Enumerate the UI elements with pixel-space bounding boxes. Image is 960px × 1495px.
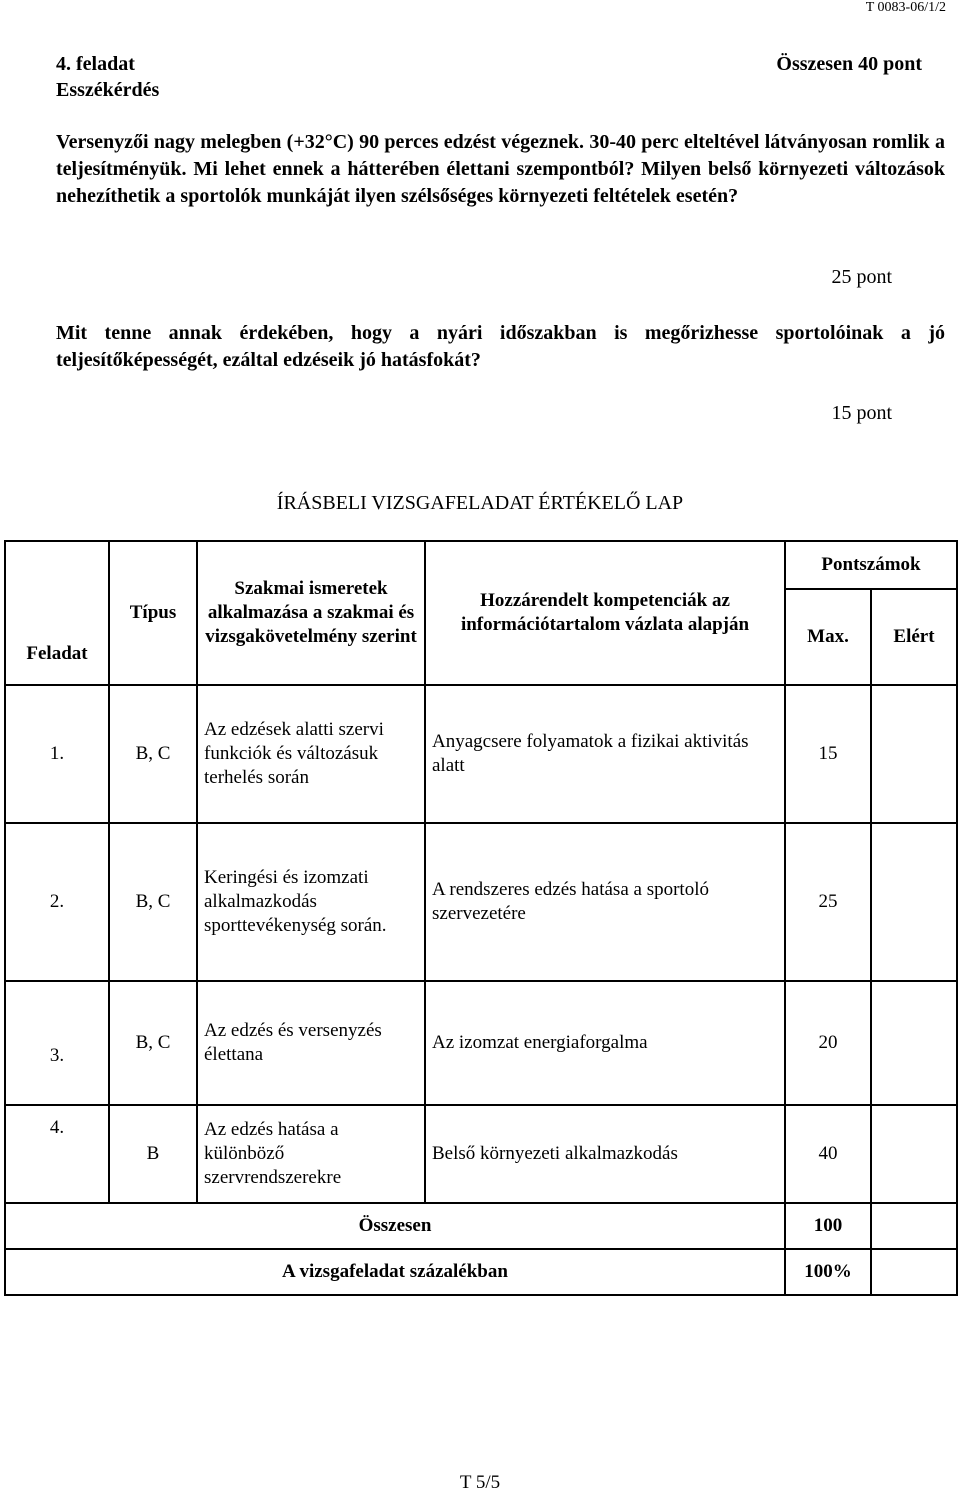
percent-max: 100% (785, 1249, 871, 1295)
task-total-points: Összesen 40 pont (776, 53, 922, 75)
header-tipus: Típus (109, 541, 197, 685)
percent-elert (871, 1249, 957, 1295)
percent-label: A vizsgafeladat százalékban (5, 1249, 785, 1295)
total-elert (871, 1203, 957, 1249)
evaluation-sheet-title: ÍRÁSBELI VIZSGAFELADAT ÉRTÉKELŐ LAP (276, 492, 684, 514)
question-1-text: Versenyzői nagy melegben (+32°C) 90 perces edzést végeznek. 30-40 perc elteltével látványosan romlik a teljesítményük. Mi lehet ennek a hátterében élettani szempontból? Milyen belső környezeti változások nehezíthetik a sportolók munkáját ilyen szélsőséges környezeti feltételek esetén? (56, 131, 945, 207)
table-row (5, 823, 957, 981)
question-2-text: Mit tenne annak érdekében, hogy a nyári időszakban is megőrizhesse sportolóinak a jó teljesítőképességét, ezáltal edzéseik jó hatásfokát? (56, 322, 945, 371)
row-szakmai: Az edzés hatása a különböző szervrendszerekre (197, 1105, 425, 1203)
row-szakmai: Az edzések alatti szervi funkciók és változásuk terhelés során (197, 685, 425, 823)
row-tipus: B (109, 1105, 197, 1203)
total-row (5, 1203, 957, 1249)
table-row (5, 981, 957, 1105)
row-kompetencia: A rendszeres edzés hatása a sportoló szervezetére (425, 823, 785, 981)
row-feladat: 3. (5, 981, 109, 1105)
row-feladat: 4. (5, 1105, 109, 1203)
row-kompetencia: Anyagcsere folyamatok a fizikai aktivitás alatt (425, 685, 785, 823)
evaluation-table (4, 540, 958, 1296)
row-feladat: 1. (5, 685, 109, 823)
row-elert (871, 981, 957, 1105)
total-max: 100 (785, 1203, 871, 1249)
header-szakmai: Szakmai ismeretek alkalmazása a szakmai és vizsgakövetelmény szerint (197, 541, 425, 685)
question-1-points: 25 pont (831, 266, 892, 288)
header-feladat: Feladat (5, 541, 109, 685)
row-szakmai: Keringési és izomzati alkalmazkodás sporttevékenység során. (197, 823, 425, 981)
row-kompetencia: Az izomzat energiaforgalma (425, 981, 785, 1105)
task-type: Esszékérdés (56, 79, 160, 101)
row-elert (871, 685, 957, 823)
page-number: T 5/5 (459, 1472, 501, 1493)
table-row (5, 685, 957, 823)
header-elert: Elért (871, 589, 957, 685)
task-heading (56, 51, 159, 103)
task-number: 4. feladat (56, 53, 135, 75)
question-2-points: 15 pont (831, 402, 892, 424)
row-elert (871, 1105, 957, 1203)
table-header-row (5, 541, 957, 589)
row-elert (871, 823, 957, 981)
header-max: Max. (785, 589, 871, 685)
row-tipus: B, C (109, 823, 197, 981)
row-max: 40 (785, 1105, 871, 1203)
row-szakmai: Az edzés és versenyzés élettana (197, 981, 425, 1105)
row-max: 25 (785, 823, 871, 981)
row-tipus: B, C (109, 981, 197, 1105)
header-pontszamok: Pontszámok (785, 541, 957, 589)
document-code: T 0083-06/1/2 (865, 0, 946, 15)
row-max: 15 (785, 685, 871, 823)
percent-row (5, 1249, 957, 1295)
row-max: 20 (785, 981, 871, 1105)
row-feladat: 2. (5, 823, 109, 981)
table-row (5, 1105, 957, 1203)
row-tipus: B, C (109, 685, 197, 823)
total-label: Összesen (5, 1203, 785, 1249)
header-kompetencia: Hozzárendelt kompetenciák az információtartalom vázlata alapján (425, 541, 785, 685)
row-kompetencia: Belső környezeti alkalmazkodás (425, 1105, 785, 1203)
